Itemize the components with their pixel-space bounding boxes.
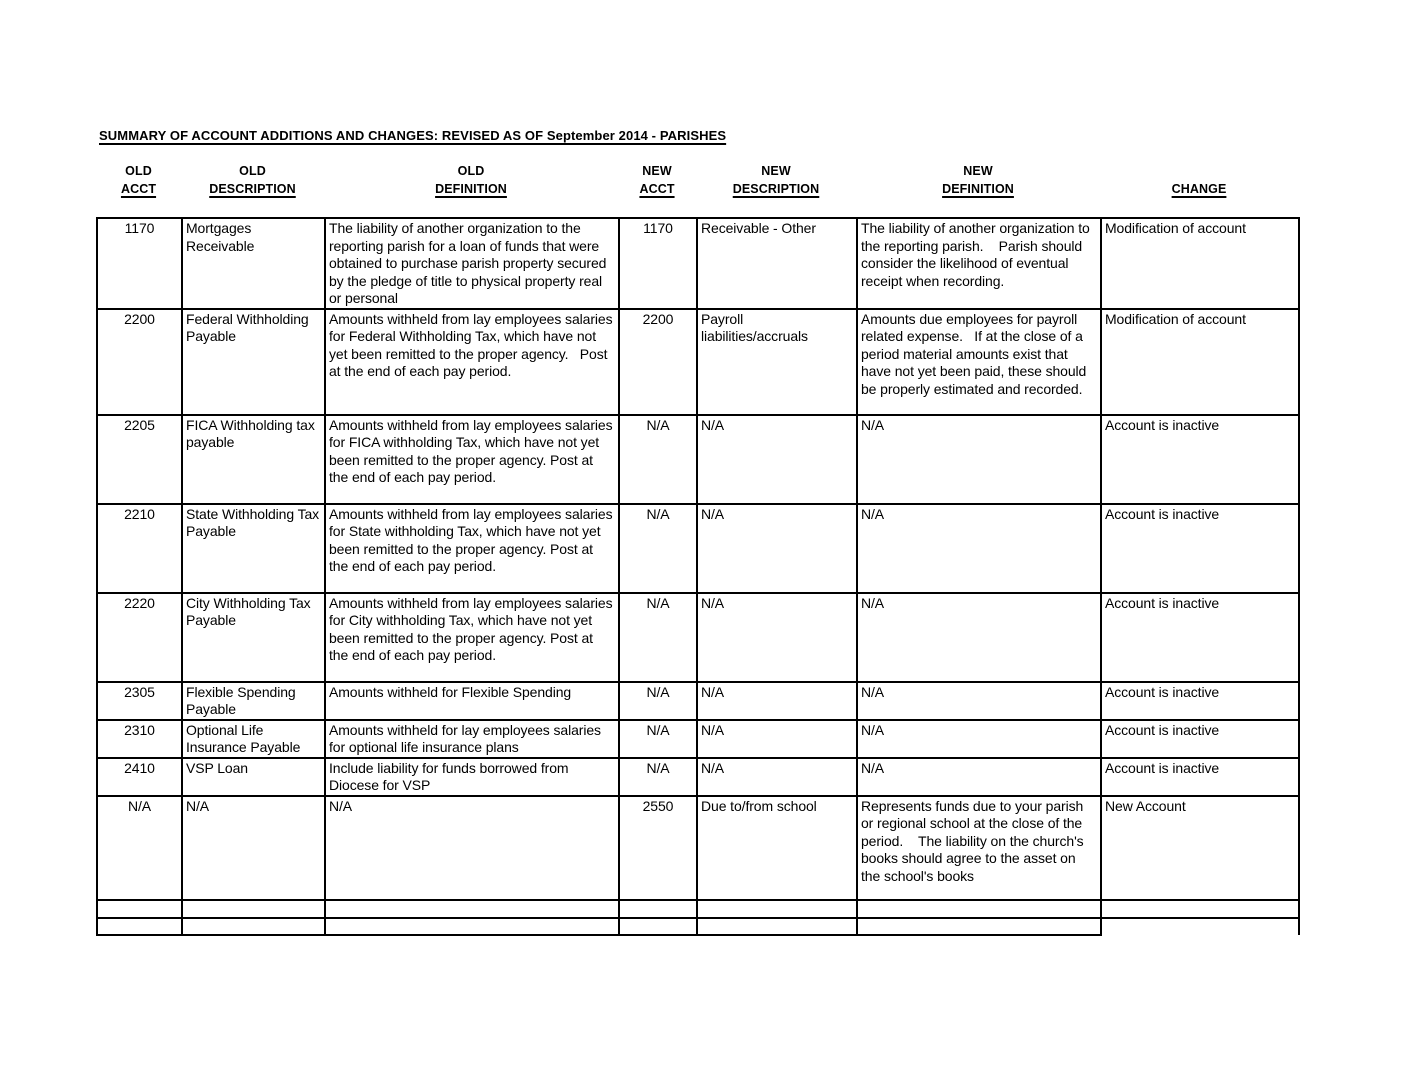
cell-old-description: State Withholding Tax Payable xyxy=(182,504,325,593)
cell-old-description: VSP Loan xyxy=(182,758,325,796)
cell-new-description: Receivable - Other xyxy=(697,218,857,309)
cell-old-definition: Include liability for funds borrowed from Diocese for VSP xyxy=(325,758,619,796)
cell-old-description: Flexible Spending Payable xyxy=(182,682,325,720)
cell-new-description xyxy=(697,900,857,918)
cell-old-acct xyxy=(97,918,182,935)
cell-old-definition: Amounts withheld for lay employees salaries for optional life insurance plans xyxy=(325,720,619,758)
cell-old-description xyxy=(182,918,325,935)
cell-new-acct: N/A xyxy=(619,415,697,504)
cell-old-acct: 2205 xyxy=(97,415,182,504)
cell-old-definition xyxy=(325,900,619,918)
cell-old-acct: 2200 xyxy=(97,309,182,415)
cell-change: Modification of account xyxy=(1101,218,1299,309)
cell-new-acct: N/A xyxy=(619,593,697,682)
cell-old-definition: The liability of another organization to the reporting parish for a loan of funds that were obtained to purchase parish property secured by the pledge of title to physical property real or personal xyxy=(325,218,619,309)
cell-change: Account is inactive xyxy=(1101,593,1299,682)
column-header-new-definition: NEW DEFINITION xyxy=(942,164,1014,196)
cell-new-definition: Represents funds due to your parish or regional school at the close of the period. The liability on the church's books should agree to the asset on the school's books xyxy=(857,796,1101,900)
cell-new-description: N/A xyxy=(697,593,857,682)
cell-new-definition xyxy=(857,918,1101,935)
cell-old-acct: 1170 xyxy=(97,218,182,309)
cell-new-acct: N/A xyxy=(619,682,697,720)
column-header-old-description: OLD DESCRIPTION xyxy=(209,164,296,196)
cell-old-definition: Amounts withheld from lay employees salaries for State withholding Tax, which have not yet been remitted to the proper agency. Post at the end of each pay period. xyxy=(325,504,619,593)
cell-old-description xyxy=(182,900,325,918)
table-row-empty xyxy=(97,918,1299,935)
table-row xyxy=(97,504,1299,593)
cell-old-acct: 2210 xyxy=(97,504,182,593)
cell-old-description: FICA Withholding tax payable xyxy=(182,415,325,504)
table-row xyxy=(97,720,1299,758)
cell-change xyxy=(1101,900,1299,918)
cell-old-definition: Amounts withheld from lay employees salaries for City withholding Tax, which have not yet been remitted to the proper agency. Post at the end of each pay period. xyxy=(325,593,619,682)
cell-new-description: N/A xyxy=(697,682,857,720)
cell-new-definition: N/A xyxy=(857,720,1101,758)
cell-old-definition: Amounts withheld from lay employees salaries for FICA withholding Tax, which have not yet been remitted to the proper agency. Post at the end of each pay period. xyxy=(325,415,619,504)
cell-old-description: Mortgages Receivable xyxy=(182,218,325,309)
cell-old-acct: N/A xyxy=(97,796,182,900)
cell-new-acct: 2550 xyxy=(619,796,697,900)
cell-new-definition: N/A xyxy=(857,504,1101,593)
cell-new-description: Due to/from school xyxy=(697,796,857,900)
table-header xyxy=(96,162,1298,198)
cell-new-acct: N/A xyxy=(619,720,697,758)
column-header-change: CHANGE xyxy=(1171,182,1227,196)
table-row xyxy=(97,593,1299,682)
cell-change: Account is inactive xyxy=(1101,504,1299,593)
cell-new-definition: Amounts due employees for payroll related expense. If at the close of a period material amounts exist that have not yet been paid, these should be properly estimated and recorded. xyxy=(857,309,1101,415)
cell-new-definition xyxy=(857,900,1101,918)
account-changes-table xyxy=(96,217,1300,936)
cell-new-description xyxy=(697,918,857,935)
cell-new-acct xyxy=(619,918,697,935)
cell-new-description: N/A xyxy=(697,720,857,758)
page-title: SUMMARY OF ACCOUNT ADDITIONS AND CHANGES: REVISED AS OF September 2014 - PARISHES xyxy=(99,128,727,143)
cell-change xyxy=(1101,918,1299,935)
cell-new-definition: N/A xyxy=(857,682,1101,720)
cell-old-acct: 2410 xyxy=(97,758,182,796)
table-row xyxy=(97,218,1299,309)
cell-new-acct: N/A xyxy=(619,504,697,593)
cell-change: Account is inactive xyxy=(1101,758,1299,796)
cell-old-description: Federal Withholding Payable xyxy=(182,309,325,415)
cell-new-definition: N/A xyxy=(857,758,1101,796)
column-header-new-acct: NEW ACCT xyxy=(639,164,675,196)
cell-new-acct xyxy=(619,900,697,918)
cell-old-acct: 2310 xyxy=(97,720,182,758)
table-row xyxy=(97,682,1299,720)
cell-new-description: N/A xyxy=(697,504,857,593)
table-row-empty xyxy=(97,900,1299,918)
cell-old-description: City Withholding Tax Payable xyxy=(182,593,325,682)
table-row xyxy=(97,309,1299,415)
cell-old-description: Optional Life Insurance Payable xyxy=(182,720,325,758)
table-row xyxy=(97,415,1299,504)
column-header-old-definition: OLD DEFINITION xyxy=(435,164,507,196)
cell-old-definition: N/A xyxy=(325,796,619,900)
cell-new-description: N/A xyxy=(697,758,857,796)
cell-old-definition: Amounts withheld for Flexible Spending xyxy=(325,682,619,720)
cell-old-acct xyxy=(97,900,182,918)
table-row xyxy=(97,796,1299,900)
cell-new-definition: N/A xyxy=(857,415,1101,504)
cell-change: Account is inactive xyxy=(1101,682,1299,720)
cell-old-definition xyxy=(325,918,619,935)
cell-new-description: N/A xyxy=(697,415,857,504)
table-row xyxy=(97,758,1299,796)
cell-old-description: N/A xyxy=(182,796,325,900)
cell-change: Account is inactive xyxy=(1101,720,1299,758)
cell-new-definition: The liability of another organization to the reporting parish. Parish should consider the likelihood of eventual receipt when recording. xyxy=(857,218,1101,309)
cell-new-description: Payroll liabilities/accruals xyxy=(697,309,857,415)
cell-new-acct: N/A xyxy=(619,758,697,796)
cell-old-acct: 2220 xyxy=(97,593,182,682)
column-header-new-description: NEW DESCRIPTION xyxy=(732,164,820,196)
cell-old-definition: Amounts withheld from lay employees salaries for Federal Withholding Tax, which have not yet been remitted to the proper agency. Post at the end of each pay period. xyxy=(325,309,619,415)
cell-change: Account is inactive xyxy=(1101,415,1299,504)
cell-change: New Account xyxy=(1101,796,1299,900)
column-header-old-acct: OLD ACCT xyxy=(120,164,157,196)
cell-old-acct: 2305 xyxy=(97,682,182,720)
cell-new-acct: 2200 xyxy=(619,309,697,415)
cell-new-acct: 1170 xyxy=(619,218,697,309)
cell-new-definition: N/A xyxy=(857,593,1101,682)
cell-change: Modification of account xyxy=(1101,309,1299,415)
